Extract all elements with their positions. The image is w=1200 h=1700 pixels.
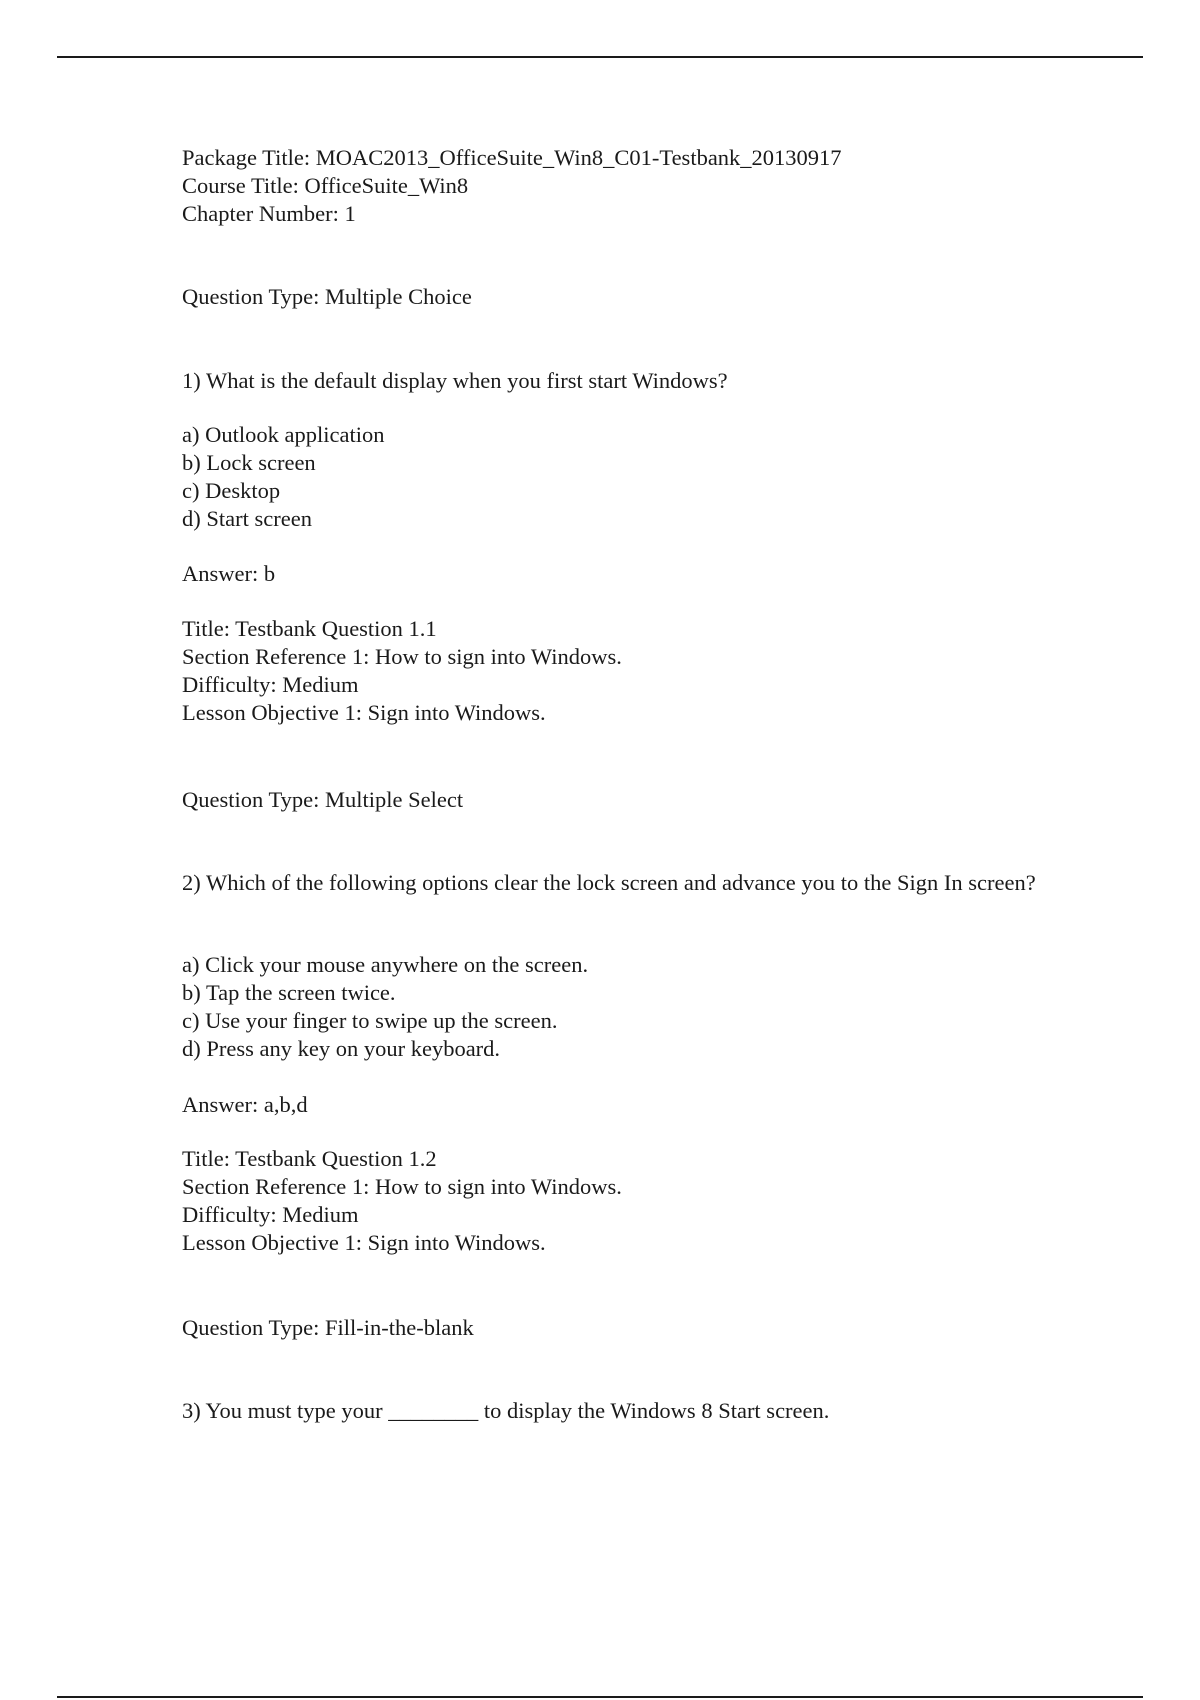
question-2-options (182, 951, 1062, 1063)
answer-1: Answer: b (182, 561, 276, 586)
question-1-meta (182, 615, 1062, 727)
chapter-number: Chapter Number: 1 (182, 201, 356, 226)
meta-title: Title: Testbank Question 1.2 (182, 1146, 437, 1171)
meta-lesson-objective: Lesson Objective 1: Sign into Windows. (182, 700, 546, 725)
meta-difficulty: Difficulty: Medium (182, 672, 359, 697)
question-type-3: Question Type: Fill-in-the-blank (182, 1315, 474, 1340)
meta-title: Title: Testbank Question 1.1 (182, 616, 437, 641)
question-1-text: 1) What is the default display when you first start Windows? (182, 368, 728, 393)
meta-section-reference: Section Reference 1: How to sign into Windows. (182, 1174, 622, 1199)
option-item: a) Outlook application (182, 422, 385, 447)
option-item: d) Start screen (182, 506, 312, 531)
question-3-text: 3) You must type your ________ to display the Windows 8 Start screen. (182, 1398, 830, 1423)
question-type-2: Question Type: Multiple Select (182, 787, 464, 812)
option-item: c) Use your finger to swipe up the screen. (182, 1008, 558, 1033)
package-title: Package Title: MOAC2013_OfficeSuite_Win8_C01-Testbank_20130917 (182, 145, 842, 170)
option-item: a) Click your mouse anywhere on the screen. (182, 952, 589, 977)
question-type-1: Question Type: Multiple Choice (182, 284, 472, 309)
option-item: d) Press any key on your keyboard. (182, 1036, 501, 1061)
answer-2: Answer: a,b,d (182, 1092, 308, 1117)
option-item: c) Desktop (182, 478, 281, 503)
option-item: b) Tap the screen twice. (182, 980, 396, 1005)
top-rule (57, 56, 1143, 58)
meta-lesson-objective: Lesson Objective 1: Sign into Windows. (182, 1230, 546, 1255)
document-header (182, 144, 1062, 228)
question-2-meta (182, 1145, 1062, 1257)
meta-section-reference: Section Reference 1: How to sign into Windows. (182, 644, 622, 669)
bottom-rule (57, 1696, 1143, 1698)
question-1-options (182, 421, 1062, 533)
option-item: b) Lock screen (182, 450, 316, 475)
meta-difficulty: Difficulty: Medium (182, 1202, 359, 1227)
course-title: Course Title: OfficeSuite_Win8 (182, 173, 469, 198)
question-2-text: 2) Which of the following options clear the lock screen and advance you to the Sign In screen? (182, 870, 1036, 895)
